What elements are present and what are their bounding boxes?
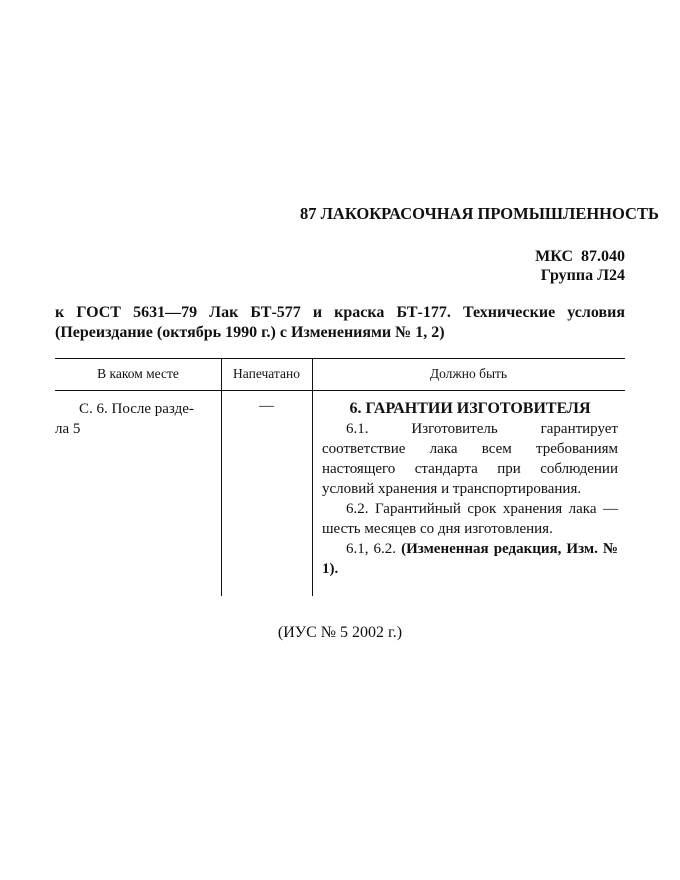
classification-block — [450, 247, 625, 285]
paragraph-edit-note — [322, 539, 618, 579]
document-header: 87 ЛАКОКРАСОЧНАЯ ПРОМЫШЛЕННОСТЬ — [300, 204, 659, 223]
section-title: 6. ГАРАНТИИ ИЗГОТОВИТЕЛЯ — [349, 400, 591, 417]
edit-note-bold: (Измененная редакция, Изм. № 1). — [322, 541, 618, 577]
cell-place-line: С. 6. После разде- — [79, 401, 194, 417]
cell-place — [55, 399, 213, 439]
group-code: Группа Л24 — [540, 267, 625, 284]
table-header-rule — [55, 390, 625, 391]
edit-note-prefix: 6.1, 6.2. — [346, 541, 397, 557]
amendment-table — [55, 358, 625, 596]
table-column-divider — [221, 358, 222, 596]
mks-code: МКС 87.040 — [535, 248, 625, 265]
paragraph-6-2: 6.2. Гарантийный срок хранения лака — шесть месяцев со дня изготовления. — [322, 501, 618, 537]
cell-printed: — — [259, 398, 274, 414]
ius-reference: (ИУС № 5 2002 г.) — [277, 624, 403, 641]
table-top-rule — [55, 358, 625, 359]
amendment-subject: к ГОСТ 5631—79 Лак БТ-577 и краска БТ-177. Технические условия (Переиздание (октябрь 1990 г.) с Изменениями № 1, 2) — [55, 304, 625, 341]
cell-place-line: ла 5 — [55, 421, 81, 437]
table-column-divider — [312, 358, 313, 596]
column-header-should-be: Должно быть — [429, 366, 508, 381]
paragraph-6-1: 6.1. Изготовитель гарантирует соответствие лака всем требованиям настоящего стандарта при соблюдении условий хранения и транспортирования. — [322, 421, 618, 497]
cell-should-be — [322, 399, 618, 579]
column-header-place: В каком месте — [97, 366, 179, 381]
column-header-printed: Напечатано — [233, 366, 300, 381]
